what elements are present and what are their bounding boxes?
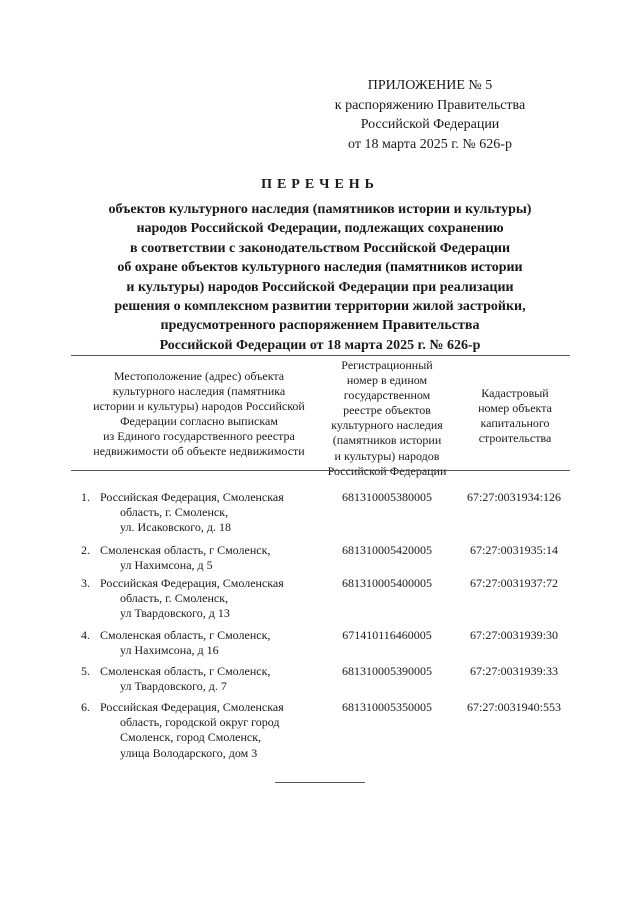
appendix-government-line: Российской Федерации xyxy=(360,117,500,132)
row-address xyxy=(100,664,312,694)
header-line: и культуры) народов xyxy=(334,448,440,463)
column-header-location xyxy=(88,369,310,460)
header-line: номер в едином xyxy=(346,373,428,388)
address-line: Российская Федерация, Смоленская xyxy=(100,700,284,714)
header-line: государственном xyxy=(343,388,431,403)
appendix-number: ПРИЛОЖЕНИЕ № 5 xyxy=(367,78,493,93)
header-line: Регистрационный xyxy=(341,358,433,372)
header-line: Местоположение (адрес) объекта xyxy=(113,369,285,383)
appendix-date-line: от 18 марта 2025 г. № 626-р xyxy=(348,136,512,152)
row-number: 2. xyxy=(81,543,90,557)
address-line: улица Володарского, дом 3 xyxy=(120,745,258,760)
address-line: ул Твардовского, д 13 xyxy=(120,606,230,621)
title-line: Российской Федерации от 18 марта 2025 г. № 626-р xyxy=(159,337,481,353)
column-header-registration xyxy=(312,358,462,479)
header-line: Кадастровый xyxy=(481,386,549,400)
header-line: Федерации согласно выпискам xyxy=(120,414,278,429)
row-registration-number: 681310005400005 xyxy=(342,576,432,590)
address-line: ул Твардовского, д. 7 xyxy=(120,679,227,694)
table-header-bottom-rule xyxy=(71,470,570,471)
row-number: 6. xyxy=(81,700,90,714)
header-line: истории и культуры) народов Российской xyxy=(93,399,305,414)
title-line: в соответствии с законодательством Российской Федерации xyxy=(129,240,511,256)
row-cadastral-number: 67:27:0031939:30 xyxy=(469,628,558,642)
row-address xyxy=(100,628,312,658)
table-top-rule xyxy=(71,355,570,356)
header-line: реестре объектов xyxy=(343,403,431,418)
row-cadastral-number: 67:27:0031935:14 xyxy=(469,543,558,557)
address-line: область, г. Смоленск, xyxy=(120,505,229,520)
header-line: недвижимости об объекте недвижимости xyxy=(93,444,305,459)
header-line: из Единого государственного реестра xyxy=(103,429,295,444)
title-line: предусмотренного распоряжением Правительства xyxy=(160,318,480,334)
row-cadastral-number: 67:27:0031937:72 xyxy=(469,576,558,590)
title-line: народов Российской Федерации, подлежащих сохранению xyxy=(136,221,504,237)
document-title xyxy=(0,200,640,355)
title-line: об охране объектов культурного наследия (памятников истории xyxy=(117,260,523,276)
header-line: (памятников истории xyxy=(332,433,442,448)
header-line: культурного наследия xyxy=(331,418,443,433)
row-registration-number: 681310005420005 xyxy=(342,543,432,557)
address-line: Российская Федерация, Смоленская xyxy=(100,490,284,504)
row-cadastral-number: 67:27:0031940:553 xyxy=(466,700,561,714)
title-line: решения о комплексном развитии территории жилой застройки, xyxy=(114,299,526,315)
address-line: ул Нахимсона, д 5 xyxy=(120,558,213,573)
row-number: 5. xyxy=(81,664,90,678)
document-heading: ПЕРЕЧЕНЬ xyxy=(261,177,379,192)
row-cadastral-number: 67:27:0031934:126 xyxy=(466,490,561,504)
row-registration-number: 681310005380005 xyxy=(342,490,432,504)
address-line: Смоленская область, г Смоленск, xyxy=(100,628,271,642)
row-address xyxy=(100,576,312,622)
appendix-block xyxy=(300,76,560,154)
address-line: область, г. Смоленск, xyxy=(120,591,229,606)
row-number: 1. xyxy=(81,490,90,504)
row-registration-number: 681310005350005 xyxy=(342,700,432,714)
row-registration-number: 681310005390005 xyxy=(342,664,432,678)
title-line: объектов культурного наследия (памятников истории и культуры) xyxy=(108,202,532,217)
column-header-cadastral xyxy=(462,386,568,446)
row-cadastral-number: 67:27:0031939:33 xyxy=(469,664,558,678)
header-line: капитального xyxy=(480,416,550,431)
address-line: область, городской округ город xyxy=(120,715,280,730)
row-registration-number: 671410116460005 xyxy=(342,628,432,642)
address-line: ул Нахимсона, д 16 xyxy=(120,643,219,658)
row-number: 3. xyxy=(81,576,90,590)
row-number: 4. xyxy=(81,628,90,642)
title-line: и культуры) народов Российской Федерации при реализации xyxy=(126,279,514,295)
address-line: Смоленск, город Смоленск, xyxy=(120,730,262,745)
row-address xyxy=(100,490,312,536)
header-line: строительства xyxy=(478,431,552,446)
header-line: культурного наследия (памятника xyxy=(112,384,286,399)
header-line: номер объекта xyxy=(478,401,552,416)
address-line: Смоленская область, г Смоленск, xyxy=(100,664,271,678)
address-line: Смоленская область, г Смоленск, xyxy=(100,543,271,557)
row-address xyxy=(100,700,312,761)
address-line: ул. Исаковского, д. 18 xyxy=(120,520,232,535)
header-line: Российской Федерации xyxy=(327,463,447,478)
row-address xyxy=(100,543,312,573)
address-line: Российская Федерация, Смоленская xyxy=(100,576,284,590)
document-end-rule xyxy=(275,782,365,783)
appendix-order-line: к распоряжению Правительства xyxy=(334,97,526,113)
